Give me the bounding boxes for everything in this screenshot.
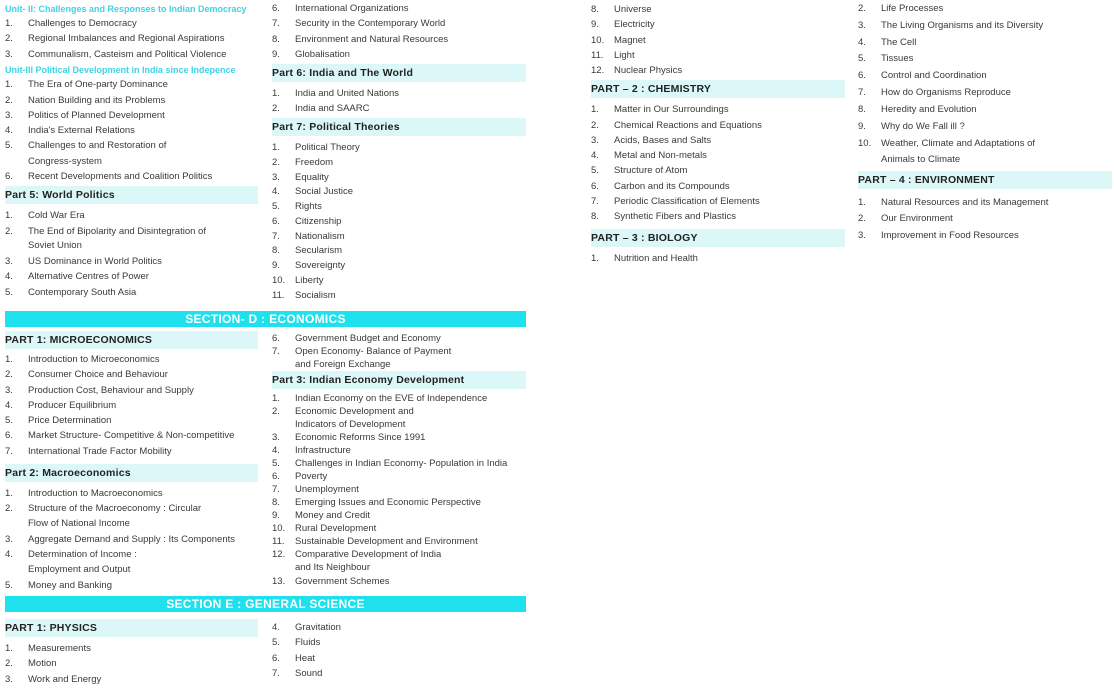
part3-biology-heading: PART – 3 : BIOLOGY: [591, 229, 845, 247]
part2-macro-heading: Part 2: Macroeconomics: [5, 464, 258, 482]
part3-indian-economy-heading: Part 3: Indian Economy Development: [272, 371, 526, 389]
part1-micro-heading: PART 1: MICROECONOMICS: [5, 331, 258, 349]
unit2-heading: Unit- II: Challenges and Responses to Indian Democracy: [5, 4, 247, 14]
part6-heading: Part 6: India and The World: [272, 64, 526, 82]
part2-chemistry-heading: PART – 2 : CHEMISTRY: [591, 80, 845, 98]
part7-heading: Part 7: Political Theories: [272, 118, 526, 136]
part4-environment-heading: PART – 4 : ENVIRONMENT: [858, 171, 1112, 189]
part1-physics-heading: PART 1: PHYSICS: [5, 619, 258, 637]
unit3-heading: Unit-III Political Development in India since Indepence: [5, 65, 236, 75]
section-d-banner: SECTION- D : ECONOMICS: [5, 311, 526, 327]
section-e-banner: SECTION E : GENERAL SCIENCE: [5, 596, 526, 612]
part5-heading: Part 5: World Politics: [5, 186, 258, 204]
